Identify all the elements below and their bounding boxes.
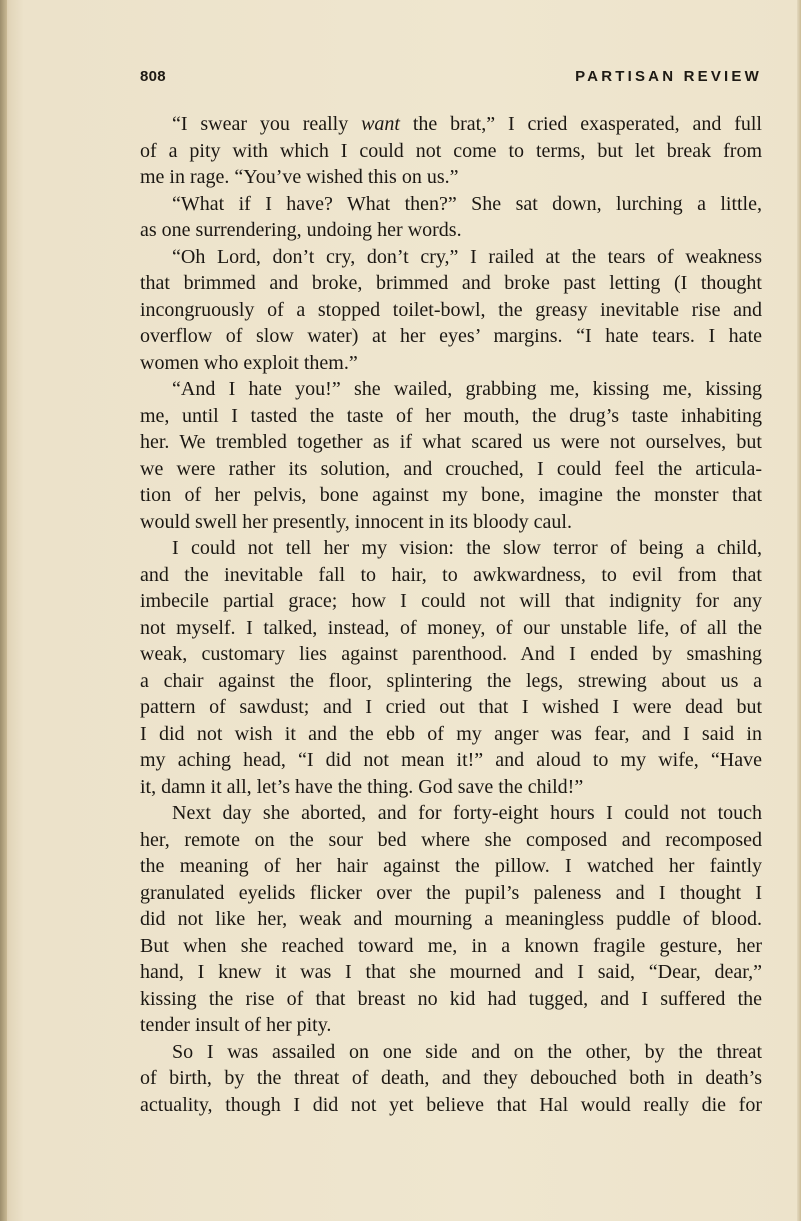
text-line: it, damn it all, let’s have the thing. God save the child!” [140,775,584,798]
text-line: her, remote on the sour bed where she composed and recomposed [140,828,762,851]
text-line: But when she reached toward me, in a known fragile gesture, her [140,934,762,957]
text-line: tion of her pelvis, bone against my bone, imagine the monster that [140,484,762,506]
text-line: that brimmed and broke, brimmed and broke past letting (I thought [140,272,762,294]
text-line: granulated eyelids flicker over the pupil’s paleness and I thought I [140,881,762,904]
text-line: weak, customary lies against parenthood. And I ended by smashing [140,643,762,665]
text-line: I did not wish it and the ebb of my anger was fear, and I said in [140,722,762,745]
page-edge [797,0,801,1221]
text-line: Next day she aborted, and for forty-eight hours I could not touch [172,802,762,824]
text-line: her. We trembled together as if what scared us were not ourselves, but [140,431,762,453]
running-head: PARTISAN REVIEW [575,68,762,85]
text-line: imbecile partial grace; how I could not will that indignity for any [140,590,762,612]
text-line: hand, I knew it was I that she mourned and I said, “Dear, dear,” [140,961,762,983]
text-line: of birth, by the threat of death, and they debouched both in death’s [140,1067,762,1089]
text-line: not myself. I talked, instead, of money, of our unstable life, of all the [140,616,762,639]
text-line: of a pity with which I could not come to terms, but let break from [140,139,762,162]
text-line: overflow of slow water) at her eyes’ margins. “I hate tears. I hate [140,325,762,347]
text-line: women who exploit them.” [140,351,358,374]
page-header [140,68,762,90]
text-line: “And I hate you!” she wailed, grabbing me, kissing me, kissing [172,378,762,400]
text-line: “I swear you really want the brat,” I cried exasperated, and full [172,113,762,135]
text-line: and the inevitable fall to hair, to awkwardness, to evil from that [140,563,762,586]
text-line: “Oh Lord, don’t cry, don’t cry,” I railed at the tears of weakness [172,245,762,268]
binding-gutter [0,0,7,1221]
text-line: So I was assailed on one side and on the other, by the threat [172,1040,762,1063]
text-line: me in rage. “You’ve wished this on us.” [140,166,459,188]
text-line: would swell her presently, innocent in its bloody caul. [140,510,572,533]
text-line: incongruously of a stopped toilet-bowl, the greasy inevitable rise and [140,298,762,321]
text-line: did not like her, weak and mourning a meaningless puddle of blood. [140,908,762,930]
text-line: actuality, though I did not yet believe that Hal would really die for [140,1093,762,1116]
body-text [140,111,762,1118]
text-line: “What if I have? What then?” She sat down, lurching a little, [172,192,762,215]
text-line: tender insult of her pity. [140,1014,332,1036]
text-line: a chair against the floor, splintering the legs, strewing about us a [140,669,762,692]
page-number: 808 [140,68,166,85]
text-line: I could not tell her my vision: the slow terror of being a child, [172,537,762,559]
text-line: kissing the rise of that breast no kid had tugged, and I suffered the [140,987,762,1010]
text-line: we were rather its solution, and crouched, I could feel the articula- [140,457,762,480]
emphasized-word: want [361,113,400,135]
text-line: the meaning of her hair against the pillow. I watched her faintly [140,855,762,877]
text-line: my aching head, “I did not mean it!” and aloud to my wife, “Have [140,749,762,771]
text-line: me, until I tasted the taste of her mouth, the drug’s taste inhabiting [140,404,762,427]
text-line: pattern of sawdust; and I cried out that I wished I were dead but [140,696,762,718]
text-line: as one surrendering, undoing her words. [140,219,462,241]
